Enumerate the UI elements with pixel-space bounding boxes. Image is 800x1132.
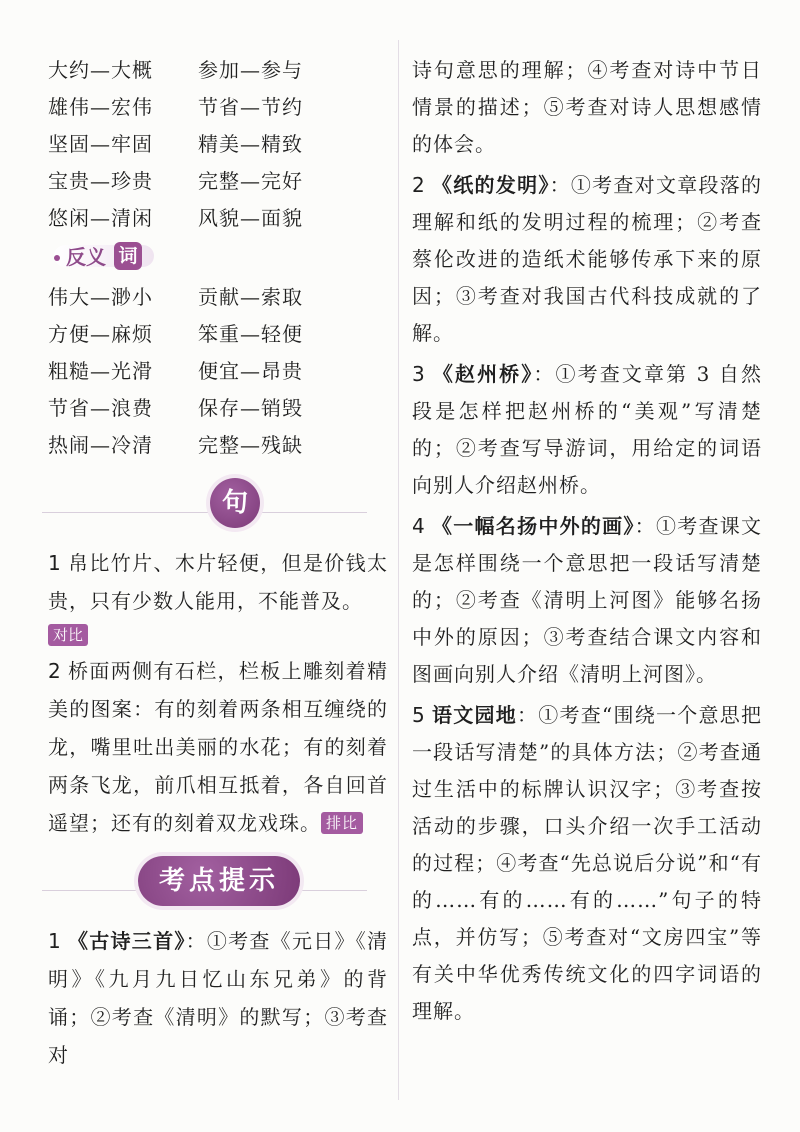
item-number: 2	[412, 173, 426, 197]
tag-dot-icon	[54, 255, 60, 261]
synonym-pair: 雄伟—宏伟	[48, 95, 153, 119]
antonym-pair: 保存—销毁	[198, 396, 303, 420]
item-number: 4	[412, 514, 426, 538]
antonym-pair: 节省—浪费	[48, 396, 153, 420]
synonym-pair: 风貌—面貌	[198, 206, 303, 230]
item-number: 2	[48, 659, 62, 683]
item-text: ：①考查《元日》《清明》《九月九日忆山东兄弟》的背诵；②考查《清明》的默写；③考查对	[48, 929, 389, 1067]
synonym-pair: 节省—节约	[198, 95, 303, 119]
column-divider	[398, 40, 399, 1100]
left-column	[48, 52, 388, 1074]
exam-item	[412, 356, 762, 504]
item-title: 《赵州桥》	[431, 362, 534, 386]
item-title: 《一幅名扬中外的画》	[431, 514, 635, 538]
right-column	[412, 52, 762, 1034]
synonym-pair: 坚固—牢固	[48, 132, 153, 156]
sentence-text: 帛比竹片、木片轻便，但是价钱太贵，只有少数人能用，不能普及。	[48, 551, 388, 613]
sentence-badge: 句	[210, 478, 260, 528]
exam-item	[412, 508, 762, 693]
exam-item	[48, 922, 388, 1074]
item-number: 1	[48, 929, 62, 953]
item-number: 1	[48, 551, 62, 575]
synonym-list	[48, 52, 388, 237]
antonym-pair: 便宜—昂贵	[198, 359, 303, 383]
rhetoric-tag: 排比	[321, 812, 363, 834]
antonym-pair: 热闹—冷清	[48, 433, 153, 457]
antonym-pair: 完整—残缺	[198, 433, 303, 457]
sentence-section-header	[42, 472, 388, 530]
antonym-pair: 笨重—轻便	[198, 322, 303, 346]
item-title: 《古诗三首》	[67, 929, 186, 953]
sentence-item	[48, 652, 388, 842]
item-text: ：①考查对文章段落的理解和纸的发明过程的梳理；②考查蔡伦改进的造纸术能够传承下来的原因；③考查对我国古代科技成就的了解。	[412, 173, 763, 345]
synonym-pair: 宝贵—珍贵	[48, 169, 153, 193]
item-number: 5	[412, 703, 426, 727]
antonym-pair: 方便—麻烦	[48, 322, 153, 346]
item-title: 《纸的发明》	[431, 173, 550, 197]
antonym-pair: 伟大—渺小	[48, 285, 153, 309]
item-number: 3	[412, 362, 426, 386]
item-text: ：①考查文章第 3 自然段是怎样把赵州桥的“美观”写清楚的；②考查写导游词，用给定的词语向别人介绍赵州桥。	[412, 362, 762, 497]
section-rule	[42, 512, 367, 513]
antonym-pair: 粗糙—光滑	[48, 359, 153, 383]
exam-item-continuation: 诗句意思的理解；④考查对诗中节日情景的描述；⑤考查对诗人思想感情的体会。	[412, 58, 762, 156]
item-title: 语文园地	[431, 703, 517, 727]
antonym-tag-box: 词	[114, 242, 142, 270]
synonym-pair: 悠闲—清闲	[48, 206, 153, 230]
synonym-pair: 大约—大概	[48, 58, 153, 82]
synonym-pair: 精美—精致	[198, 132, 303, 156]
sentence-text: 桥面两侧有石栏，栏板上雕刻着精美的图案：有的刻着两条相互缠绕的龙，嘴里吐出美丽的水花；有的刻着两条飞龙，前爪相互抵着，各自回首遥望；还有的刻着双龙戏珠。	[48, 659, 388, 835]
synonym-pair: 完整—完好	[198, 169, 303, 193]
item-text: ：①考查“围绕一个意思把一段话写清楚”的具体方法；②考查通过生活中的标牌认识汉字；③考查按活动的步骤，口头介绍一次手工活动的过程；④考查“先总说后分说”和“有的……有的……有的……”句子的特点，并仿写；⑤考查对“文房四宝”等有关中华优秀传统文化的四字词语的理解。	[412, 703, 762, 1023]
exam-section-header	[42, 850, 388, 908]
exam-item	[412, 167, 762, 352]
antonym-list	[48, 279, 388, 464]
antonym-tag-label: 反义	[66, 245, 106, 269]
exam-badge: 考点提示	[138, 856, 300, 906]
rhetoric-tag: 对比	[48, 624, 88, 646]
exam-item	[412, 697, 762, 1030]
antonym-pair: 贡献—索取	[198, 285, 303, 309]
synonym-pair: 参加—参与	[198, 58, 303, 82]
item-text: ：①考查课文是怎样围绕一个意思把一段话写清楚的；②考查《清明上河图》能够名扬中外的原因；③考查结合课文内容和图画向别人介绍《清明上河图》。	[412, 514, 763, 686]
sentence-item	[48, 544, 388, 620]
antonym-section-tag	[54, 239, 388, 273]
